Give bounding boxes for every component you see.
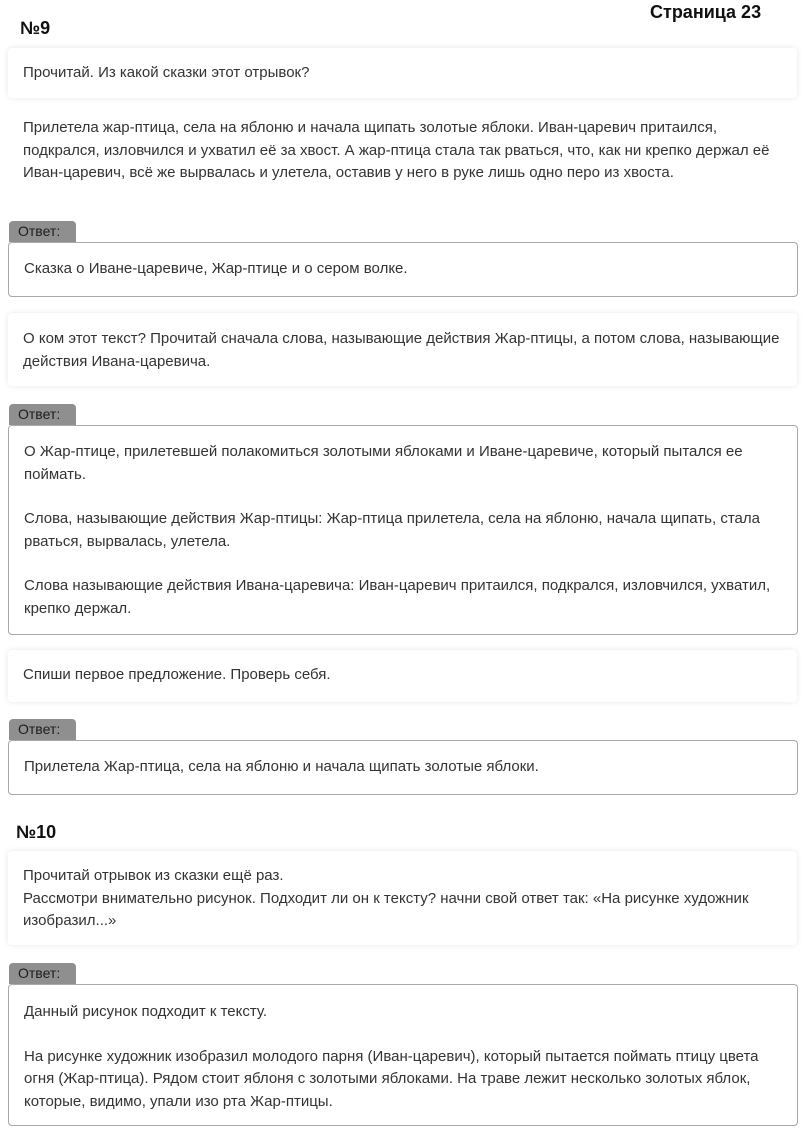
answer-paragraph: На рисунке художник изобразил молодого парня (Иван-царевич), который пытается поймать птицу цвета огня (Жар-птица). Рядом стоит яблоня с золотыми яблоками. На траве лежит несколько золотых яблок, которые, видимо, упали изо рта Жар-птицы. — [24, 1047, 759, 1110]
answer-label: Ответ: — [9, 404, 76, 425]
task-9-excerpt — [8, 106, 797, 212]
task-9-question-2 — [8, 313, 797, 386]
task-9-question-3 — [8, 650, 797, 702]
task-9-question-1 — [8, 48, 797, 98]
task-10-number: №10 — [16, 822, 57, 842]
task-10-question-1 — [8, 851, 797, 945]
task-10-answer-1 — [8, 984, 798, 1126]
task-9-answer-1 — [8, 242, 798, 297]
question-text: Спиши первое предложение. Проверь себя. — [23, 666, 331, 683]
task-9-answer-2 — [8, 425, 798, 635]
answer-paragraph: Слова, называющие действия Жар-птицы: Жар-птица прилетела, села на яблоню, начала щипать, стала рваться, вырвалась, улетела. — [24, 510, 760, 550]
answer-paragraph: О Жар-птице, прилетевшей полакомиться золотыми яблоками и Иване-царевиче, который пытался ее поймать. — [24, 443, 743, 483]
question-line: Рассмотри внимательно рисунок. Подходит ли он к тексту? начни свой ответ так: «На рисунке художник изобразил...» — [23, 889, 749, 929]
answer-label: Ответ: — [9, 963, 76, 984]
answer-label: Ответ: — [9, 221, 76, 242]
answer-paragraph: Данный рисунок подходит к тексту. — [24, 1003, 268, 1020]
task-9-number: №9 — [20, 18, 51, 38]
question-text: Прочитай. Из какой сказки этот отрывок? — [23, 64, 310, 81]
question-line: Прочитай отрывок из сказки ещё раз. — [23, 867, 284, 884]
question-text: О ком этот текст? Прочитай сначала слова, называющие действия Жар-птицы, а потом слова, называющие действия Ивана-царевича. — [23, 330, 780, 370]
excerpt-text: Прилетела жар-птица, села на яблоню и начала щипать золотые яблоки. Иван-царевич притаился, подкрался, изловчился и ухватил её за хвост. А жар-птица стала так рваться, что, как ни крепко держал её Иван-царевич, всё же вырвалась и улетела, оставив у него в руке лишь одно перо из хвоста. — [23, 119, 770, 181]
answer-label: Ответ: — [9, 719, 76, 740]
answer-text: Сказка о Иване-царевиче, Жар-птице и о сером волке. — [24, 260, 408, 277]
task-9-answer-3 — [8, 740, 798, 795]
answer-text: Прилетела Жар-птица, села на яблоню и начала щипать золотые яблоки. — [24, 758, 539, 775]
page-number: Страница 23 — [650, 2, 762, 22]
answer-paragraph: Слова называющие действия Ивана-царевича: Иван-царевич притаился, подкрался, изловчился, ухватил, крепко держал. — [24, 577, 771, 617]
